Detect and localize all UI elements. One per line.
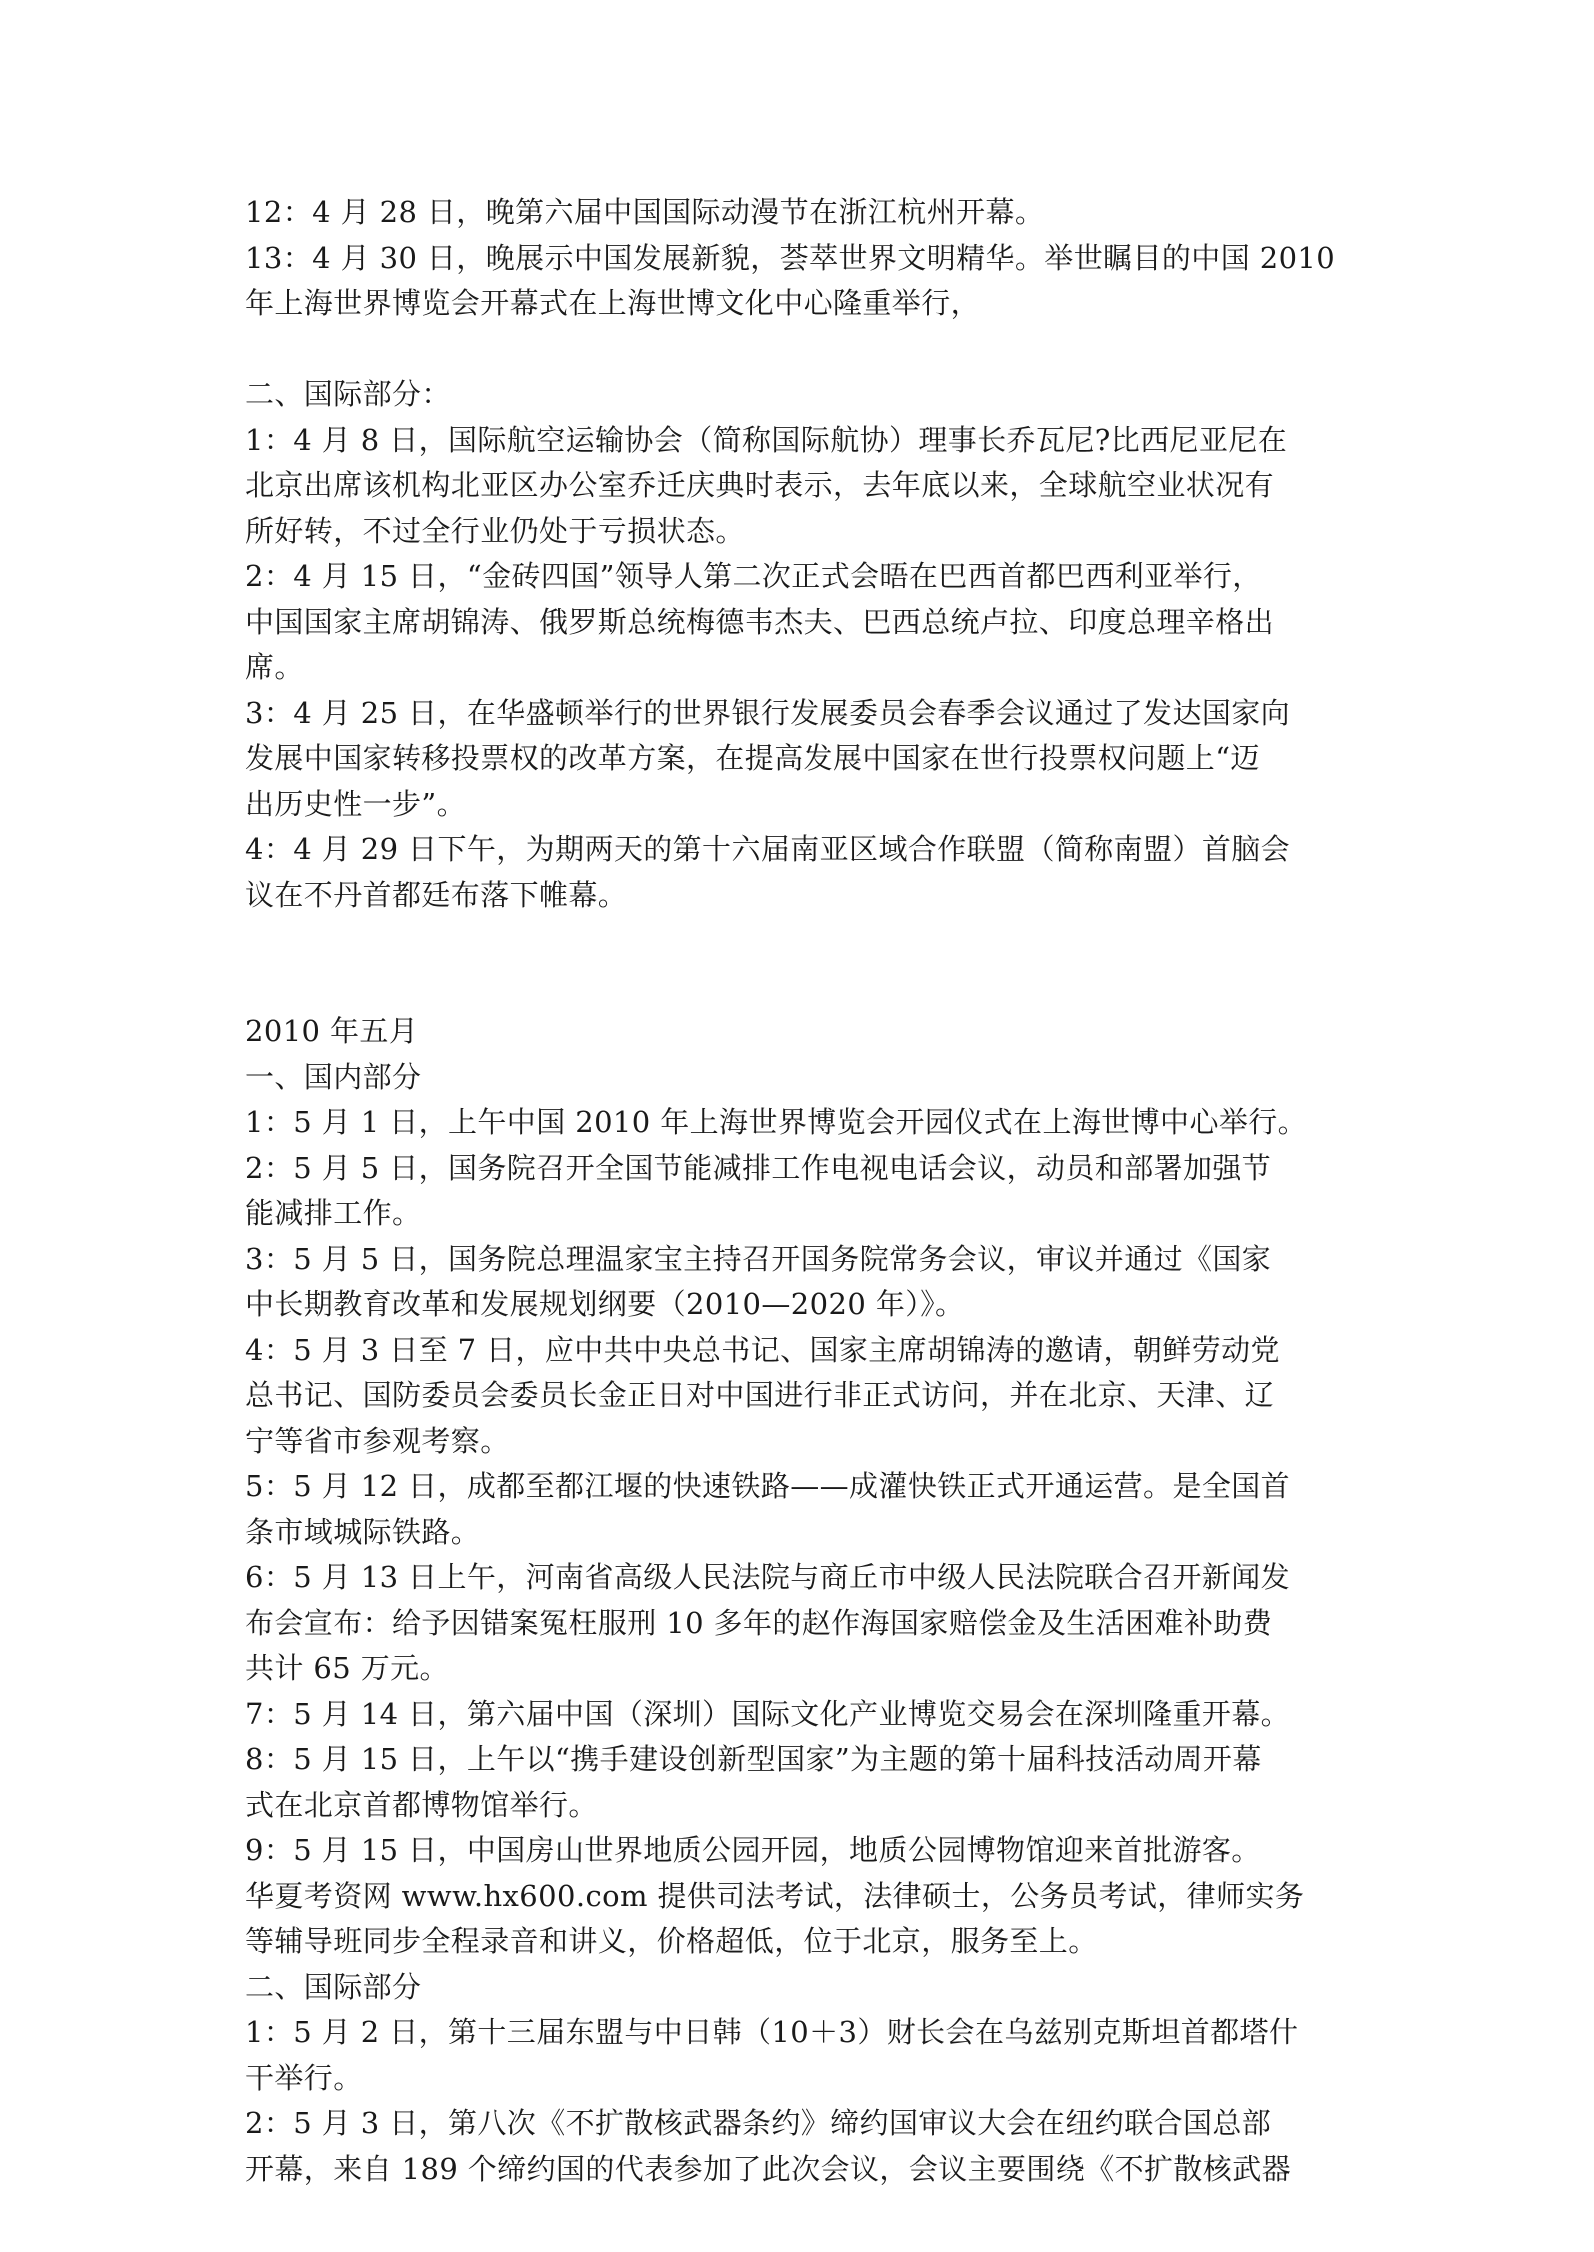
text-line: 2：5 月 3 日，第八次《不扩散核武器条约》缔约国审议大会在纽约联合国总部 [245, 2106, 1272, 2140]
paragraph [245, 827, 1365, 918]
paragraph [245, 418, 1365, 555]
spacer [245, 327, 1365, 373]
text-line: 所好转，不过全行业仍处于亏损状态。 [245, 513, 745, 548]
text-line: 4：4 月 29 日下午，为期两天的第十六届南亚区域合作联盟（简称南盟）首脑会 [245, 832, 1291, 866]
text-line: 总书记、国防委员会委员长金正日对中国进行非正式访问，并在北京、天津、辽 [245, 1378, 1275, 1412]
paragraph [245, 1100, 1365, 1146]
text-line: 2：4 月 15 日，“金砖四国”领导人第二次正式会晤在巴西首都巴西利亚举行， [245, 559, 1262, 593]
text-line: 1：5 月 2 日，第十三届东盟与中日韩（10＋3）财长会在乌兹别克斯坦首都塔什 [245, 2015, 1299, 2049]
text-line: 式在北京首都博物馆举行。 [245, 1787, 598, 1822]
paragraph [245, 1737, 1365, 1828]
paragraph [245, 1555, 1365, 1692]
text-line: 发展中国家转移投票权的改革方案，在提高发展中国家在世行投票权问题上“迈 [245, 741, 1260, 775]
text-line: 议在不丹首都廷布落下帷幕。 [245, 877, 628, 912]
paragraph [245, 236, 1365, 327]
text-line: 等辅导班同步全程录音和讲义，价格超低，位于北京，服务至上。 [245, 1924, 1098, 1958]
text-line: 布会宣布：给予因错案冤枉服刑 10 多年的赵作海国家赔偿金及生活困难补助费 [245, 1605, 1273, 1640]
text-line: 1：5 月 1 日，上午中国 2010 年上海世界博览会开园仪式在上海世博中心举行。 [245, 1105, 1308, 1139]
paragraph [245, 1828, 1365, 1874]
text-line: 宁等省市参观考察。 [245, 1423, 510, 1458]
text-line: 年上海世界博览会开幕式在上海世博文化中心隆重举行， [245, 286, 981, 320]
text-line: 13：4 月 30 日，晚展示中国发展新貌，荟萃世界文明精华。举世瞩目的中国 2010 [245, 240, 1336, 275]
text-line: 3：4 月 25 日，在华盛顿举行的世界银行发展委员会春季会议通过了发达国家向 [245, 695, 1291, 730]
text-line: 3：5 月 5 日，国务院总理温家宝主持召开国务院常务会议，审议并通过《国家 [245, 1241, 1272, 1276]
paragraph [245, 1328, 1365, 1465]
text-line: 12：4 月 28 日，晚第六届中国国际动漫节在浙江杭州开幕。 [245, 195, 1045, 229]
text-line: 2：5 月 5 日，国务院召开全国节能减排工作电视电话会议，动员和部署加强节 [245, 1150, 1272, 1185]
paragraph [245, 1237, 1365, 1328]
april-domestic-continued [245, 190, 1365, 327]
paragraph [245, 1692, 1365, 1738]
paragraph [245, 1146, 1365, 1237]
paragraph [245, 2010, 1365, 2101]
text-line: 条市域城际铁路。 [245, 1514, 481, 1549]
text-line: 干举行。 [245, 2060, 363, 2095]
section-heading-international-may: 二、国际部分 [245, 1969, 422, 2004]
may-domestic-list [245, 1100, 1365, 1965]
text-line: 能减排工作。 [245, 1196, 422, 1230]
text-line: 1：4 月 8 日，国际航空运输协会（简称国际航协）理事长乔瓦尼?比西尼亚尼在 [245, 422, 1288, 457]
paragraph [245, 190, 1365, 236]
text-line: 中国国家主席胡锦涛、俄罗斯总统梅德韦杰夫、巴西总统卢拉、印度总理辛格出 [245, 604, 1275, 639]
may-international-list [245, 2010, 1365, 2192]
text-line: 9：5 月 15 日，中国房山世界地质公园开园，地质公园博物馆迎来首批游客。 [245, 1833, 1261, 1867]
paragraph [245, 554, 1365, 691]
paragraph [245, 691, 1365, 828]
text-line: 中长期教育改革和发展规划纲要（2010—2020 年）》。 [245, 1287, 965, 1321]
document-page [245, 190, 1365, 2192]
text-line: 席。 [245, 650, 304, 684]
text-line: 华夏考资网 www.hx600.com 提供司法考试，法律硕士，公务员考试，律师实务 [245, 1878, 1305, 1913]
april-international-list [245, 418, 1365, 919]
text-line: 共计 65 万元。 [245, 1651, 449, 1685]
text-line: 8：5 月 15 日，上午以“携手建设创新型国家”为主题的第十届科技活动周开幕 [245, 1742, 1262, 1776]
paragraph [245, 2101, 1365, 2192]
text-line: 北京出席该机构北亚区办公室乔迁庆典时表示，去年底以来，全球航空业状况有 [245, 468, 1275, 502]
text-line: 4：5 月 3 日至 7 日，应中共中央总书记、国家主席胡锦涛的邀请，朝鲜劳动党 [245, 1332, 1280, 1367]
text-line: 5：5 月 12 日，成都至都江堰的快速铁路——成灌快铁正式开通运营。是全国首 [245, 1469, 1291, 1503]
text-line: 7：5 月 14 日，第六届中国（深圳）国际文化产业博览交易会在深圳隆重开幕。 [245, 1696, 1291, 1731]
text-line: 开幕，来自 189 个缔约国的代表参加了此次会议，会议主要围绕《不扩散核武器 [245, 2151, 1291, 2186]
paragraph [245, 1874, 1365, 1965]
paragraph [245, 1464, 1365, 1555]
section-heading-international-april: 二、国际部分： [245, 377, 451, 411]
text-line: 出历史性一步”。 [245, 786, 467, 821]
spacer [245, 918, 1365, 1009]
section-heading-domestic-may: 一、国内部分 [245, 1059, 422, 1094]
month-heading: 2010 年五月 [245, 1014, 419, 1048]
text-line: 6：5 月 13 日上午，河南省高级人民法院与商丘市中级人民法院联合召开新闻发 [245, 1560, 1291, 1594]
